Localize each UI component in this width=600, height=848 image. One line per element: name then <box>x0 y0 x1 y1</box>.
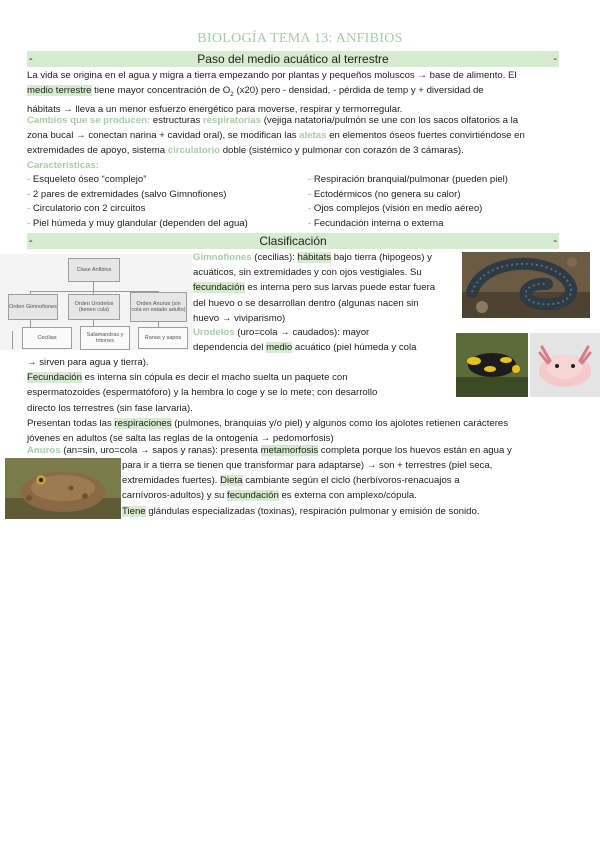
urodelos-paragraph <box>193 325 458 355</box>
text: es externa con amplexo/cópula. <box>278 490 417 502</box>
diagram-node-ranas: Ranas y sapos <box>138 327 188 349</box>
diagram-node-salamandras: Salamandras y tritones <box>80 326 130 350</box>
text: (uro=cola → caudados): mayor <box>234 327 370 338</box>
diagram-node-cecilias: Cecilias <box>22 327 72 349</box>
anuros-line: para ir a tierra se tienen que transformar para adaptarse) → son + terrestres (piel seca, <box>122 460 493 471</box>
caracteristicas-left-list <box>27 173 248 231</box>
text: (x20) pero - densidad, - pérdida de temp y + diversidad de <box>233 85 484 97</box>
bullet: - <box>308 217 312 229</box>
anuros-line <box>122 488 592 503</box>
highlight: metamorfosis <box>260 445 319 456</box>
item-text: Fecundación interna o externa <box>313 217 444 229</box>
text: zona bucal → conectan narina + cavidad oral), se modifican las <box>27 130 300 142</box>
anuros-line <box>122 504 592 519</box>
band-dash-right: - <box>553 53 557 65</box>
text: tiene mayor concentración de O <box>91 85 231 97</box>
accent-word: aletas <box>299 130 327 142</box>
urodelos-paragraph-cont <box>27 355 587 446</box>
text: extremidades de apoyo, sistema <box>27 145 168 157</box>
text: (pulmones, branquias y/o piel) y algunos como los ajolotes retienen carácteres <box>171 417 509 429</box>
text: estructuras <box>150 115 203 126</box>
gimno-line: huevo → viviparismo) <box>193 312 286 324</box>
gimno-line: del huevo o se desarrollan dentro (algunas nacen sin <box>193 297 419 309</box>
text: Presentan todas las <box>27 417 115 429</box>
text: es interna sin cópula es decir el macho suelta un paquete con <box>81 372 348 384</box>
highlight: medio terrestre <box>27 85 92 97</box>
section-band-medio <box>27 51 559 67</box>
item-text: Ectodérmicos (no genera su calor) <box>313 188 461 200</box>
highlight: fecundación <box>193 282 245 294</box>
caracteristicas-label: Características: <box>27 160 99 171</box>
bullet: - <box>27 203 31 215</box>
highlight: respiraciones <box>114 417 172 429</box>
anuros-first-line <box>27 443 592 458</box>
anuros-line <box>27 443 592 458</box>
caracteristicas-right-list <box>308 173 508 231</box>
list-item <box>308 188 508 203</box>
text: acuático (piel húmeda y cola <box>292 342 417 354</box>
gimnofiones-paragraph <box>193 250 463 326</box>
band-dash-left: - <box>29 235 33 247</box>
text: (an=sin, uro=cola → sapos y ranas): presenta <box>60 445 261 456</box>
text: en elementos óseos fuertes convirtiéndose en <box>326 130 525 142</box>
list-item <box>27 188 248 203</box>
classification-diagram <box>0 254 192 350</box>
text: bajo tierra (hipogeos) y <box>331 252 432 263</box>
list-item <box>308 217 508 232</box>
accent-label: Cambios que se producen: <box>27 115 151 126</box>
highlight: fecundación <box>227 490 279 502</box>
diagram-node-urodelos: Orden Urodelos (tienen cola) <box>68 294 120 320</box>
section-heading: Clasificación <box>259 234 327 248</box>
uro-line <box>193 340 458 355</box>
section-heading: Paso del medio acuático al terrestre <box>197 52 389 66</box>
gimno-line: acuáticos, sin extremidades y con ojos vestigiales. Su <box>193 267 422 279</box>
gimno-line <box>193 280 463 295</box>
item-text: Ojos complejos (visión en medio aéreo) <box>313 203 483 215</box>
list-item <box>27 173 248 188</box>
caecilian-photo <box>462 252 590 318</box>
accent-word: circulatorio <box>167 145 221 157</box>
highlight: Tiene <box>122 505 146 517</box>
intro-paragraph <box>27 68 577 118</box>
diagram-node-gimnofiones: Orden Gimnofiones <box>8 294 58 320</box>
toad-photo <box>5 458 121 519</box>
intro-line: La vida se origina en el agua y migra a tierra empezando por plantas y pequeños moluscos → base de alimento. El <box>27 70 517 81</box>
cambios-paragraph <box>27 113 587 159</box>
intro-line <box>27 83 577 102</box>
bullet: - <box>27 217 31 229</box>
text: es interna pero sus larvas puede estar fuera <box>244 282 436 294</box>
accent-word: respiratorias <box>202 115 262 126</box>
anuros-paragraph <box>122 458 592 519</box>
list-item <box>308 202 508 217</box>
bullet: - <box>308 188 312 200</box>
item-text: Esqueleto óseo “complejo” <box>32 174 147 185</box>
item-text: Piel húmeda y muy glandular (dependen del agua) <box>32 217 248 229</box>
section-band-clasificacion <box>27 233 559 249</box>
bullet: - <box>27 174 31 185</box>
subscript: 2 <box>230 91 234 99</box>
highlight: Fecundación <box>27 372 82 384</box>
text: glándulas especializadas (toxinas), respiración pulmonar y emisión de sonido. <box>145 505 480 517</box>
text: (cecilias): <box>251 252 298 263</box>
highlight: medio <box>266 342 293 354</box>
accent-label: Urodelos <box>193 327 235 338</box>
accent-label: Anuros <box>27 445 61 456</box>
uro-line: espermatozoides (espermatóforo) y la hembra lo coge y se lo mete; con desarrollo <box>27 387 378 399</box>
anuros-line <box>122 473 592 488</box>
text: dependencia del <box>193 342 267 354</box>
diagram-node-anuros: Orden Anuros (sin cola en estado adulto) <box>130 292 187 322</box>
item-text: Respiración branquial/pulmonar (pueden piel) <box>313 174 508 185</box>
uro-line: directo los terrestres (sin fase larvaria). <box>27 402 193 414</box>
uro-line <box>27 370 587 385</box>
list-item <box>27 202 248 217</box>
text: extremidades fuertes). <box>122 475 221 487</box>
cambios-line <box>27 113 587 128</box>
uro-line <box>193 325 458 340</box>
cambios-line <box>27 143 587 158</box>
item-text: Circulatorio con 2 circuitos <box>32 203 146 215</box>
text: cambiante según el ciclo (herbívoros-renacuajos a <box>242 475 460 487</box>
text: doble (sistémico y pulmonar con corazón de 3 cámaras). <box>220 145 464 157</box>
intro-line: hábitats → lleva a un menor esfuerzo energético para moverse, respirar y termorregular. <box>27 104 403 116</box>
uro-line: jóvenes en adultos (se salta las reglas de la ontogenia → pedomorfosis) <box>27 433 334 445</box>
highlight: hábitats <box>297 252 332 263</box>
gimno-line <box>193 250 463 265</box>
diagram-node-clase: Clase Anfibios <box>68 258 120 282</box>
band-dash-left: - <box>29 53 33 65</box>
cambios-line <box>27 128 587 143</box>
page-title: BIOLOGÍA TEMA 13: ANFIBIOS <box>197 31 403 46</box>
uro-line: → sirven para agua y tierra). <box>27 357 149 368</box>
uro-line <box>27 416 587 431</box>
list-item <box>27 217 248 232</box>
text: (vejiga natatoria/pulmón se une con los sacos olfatorios a la <box>261 115 519 126</box>
text: carnívoros-adultos) y su <box>122 490 228 502</box>
bullet: - <box>308 203 312 215</box>
accent-label: Gimnofiones <box>193 252 252 263</box>
highlight: Dieta <box>220 475 243 487</box>
list-item <box>308 173 508 188</box>
bullet: - <box>308 174 312 185</box>
item-text: 2 pares de extremidades (salvo Gimnofiones) <box>32 188 227 200</box>
bullet: - <box>27 188 31 200</box>
text: completa porque los huevos están en agua y <box>318 445 512 456</box>
band-dash-right: - <box>553 235 557 247</box>
